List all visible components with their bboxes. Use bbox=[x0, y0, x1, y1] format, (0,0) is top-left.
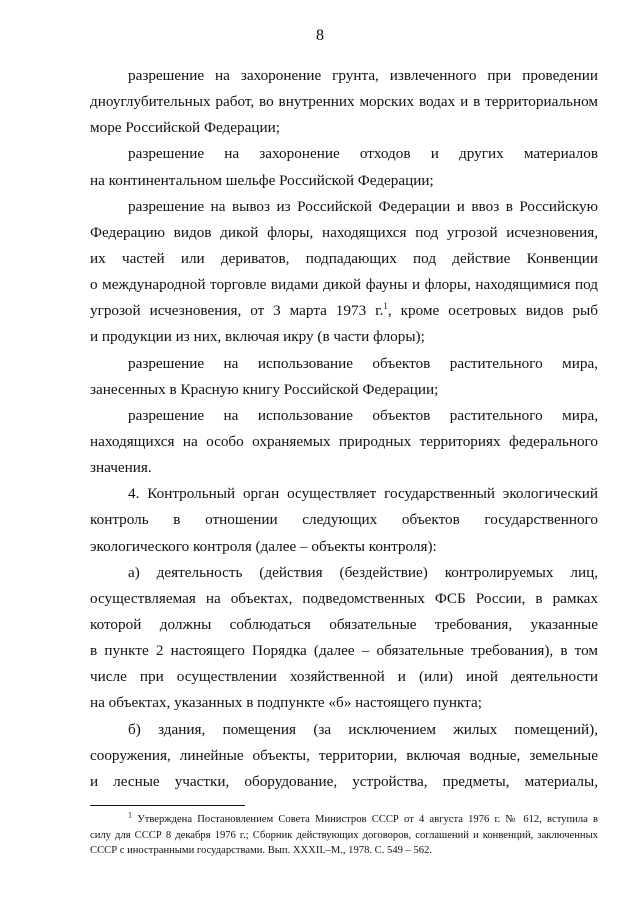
body-text bbox=[90, 63, 598, 795]
text-line: экологического контроля (далее – объекты контроля): bbox=[90, 537, 437, 555]
footnote-line bbox=[90, 812, 598, 828]
footnote-separator bbox=[90, 805, 245, 806]
page-number: 8 bbox=[316, 27, 324, 44]
text-line: которой должны соблюдаться обязательные требования, указанные bbox=[90, 615, 598, 633]
text-line: разрешение на захоронение отходов и других материалов bbox=[128, 145, 598, 163]
footnote-text: Утверждена Постановлением Совета Министров СССР от 4 августа 1976 г. № 612, вступила в bbox=[137, 814, 598, 825]
footnote bbox=[90, 812, 598, 859]
text-segment: угрозой исчезновения, от 3 марта 1973 г. bbox=[90, 302, 384, 320]
footnote-marker: 1 bbox=[383, 301, 388, 312]
text-line: б) здания, помещения (за исключением жилых помещений), bbox=[128, 720, 598, 738]
text-line: 4. Контрольный орган осуществляет государственный экологический bbox=[128, 485, 598, 503]
footnote-text: силу для СССР 8 декабря 1976 г.; Сборник действующих договоров, соглашений и конвенций, заключенных bbox=[90, 829, 598, 841]
text-line: числе при осуществлении хозяйственной и (или) иной деятельности bbox=[90, 668, 598, 686]
text-line: разрешение на захоронение грунта, извлеченного при проведении bbox=[128, 67, 598, 84]
footnote-line bbox=[90, 843, 598, 859]
text-segment: , кроме осетровых видов рыб bbox=[387, 302, 598, 320]
text-line: море Российской Федерации; bbox=[90, 119, 280, 137]
text-line bbox=[90, 298, 598, 324]
text-line: дноуглубительных работ, во внутренних морских водах и в территориальном bbox=[90, 93, 598, 111]
text-line: на объектах, указанных в подпункте «б» настоящего пункта; bbox=[90, 694, 482, 712]
text-line: разрешение на использование объектов растительного мира, bbox=[128, 406, 598, 424]
text-line: о международной торговле видами дикой фауны и флоры, находящимися под bbox=[90, 276, 598, 294]
text-line: и продукции из них, включая икру (в части флоры); bbox=[90, 328, 425, 346]
text-line: их частей или дериватов, подпадающих под действие Конвенции bbox=[90, 249, 598, 267]
text-line: и лесные участки, оборудование, устройства, предметы, материалы, bbox=[90, 772, 598, 790]
text-line: а) деятельность (действия (бездействие) контролируемых лиц, bbox=[128, 563, 598, 581]
text-line: занесенных в Красную книгу Российской Федерации; bbox=[90, 380, 439, 398]
text-line: разрешение на использование объектов растительного мира, bbox=[128, 354, 598, 372]
footnote-text: СССР с иностранными государствами. Вып. XXXII.–М., 1978. С. 549 – 562. bbox=[90, 845, 433, 856]
footnote-line bbox=[90, 828, 598, 844]
text-line: в пункте 2 настоящего Порядка (далее – обязательные требования), в том bbox=[90, 642, 598, 660]
footnote-number: 1 bbox=[128, 812, 132, 820]
text-line: осуществляемая на объектах, подведомственных ФСБ России, в рамках bbox=[90, 589, 598, 607]
text-line: находящихся на особо охраняемых природных территориях федерального bbox=[90, 432, 598, 450]
text-line: на континентальном шельфе Российской Федерации; bbox=[90, 171, 434, 189]
text-line: значения. bbox=[90, 459, 152, 477]
text-line: Федерацию видов дикой флоры, находящихся под угрозой исчезновения, bbox=[90, 223, 598, 241]
text-line: контроль в отношении следующих объектов государственного bbox=[90, 511, 598, 529]
text-line: сооружения, линейные объекты, территории, включая водные, земельные bbox=[90, 746, 598, 764]
text-line: разрешение на вывоз из Российской Федерации и ввоз в Российскую bbox=[128, 197, 598, 215]
